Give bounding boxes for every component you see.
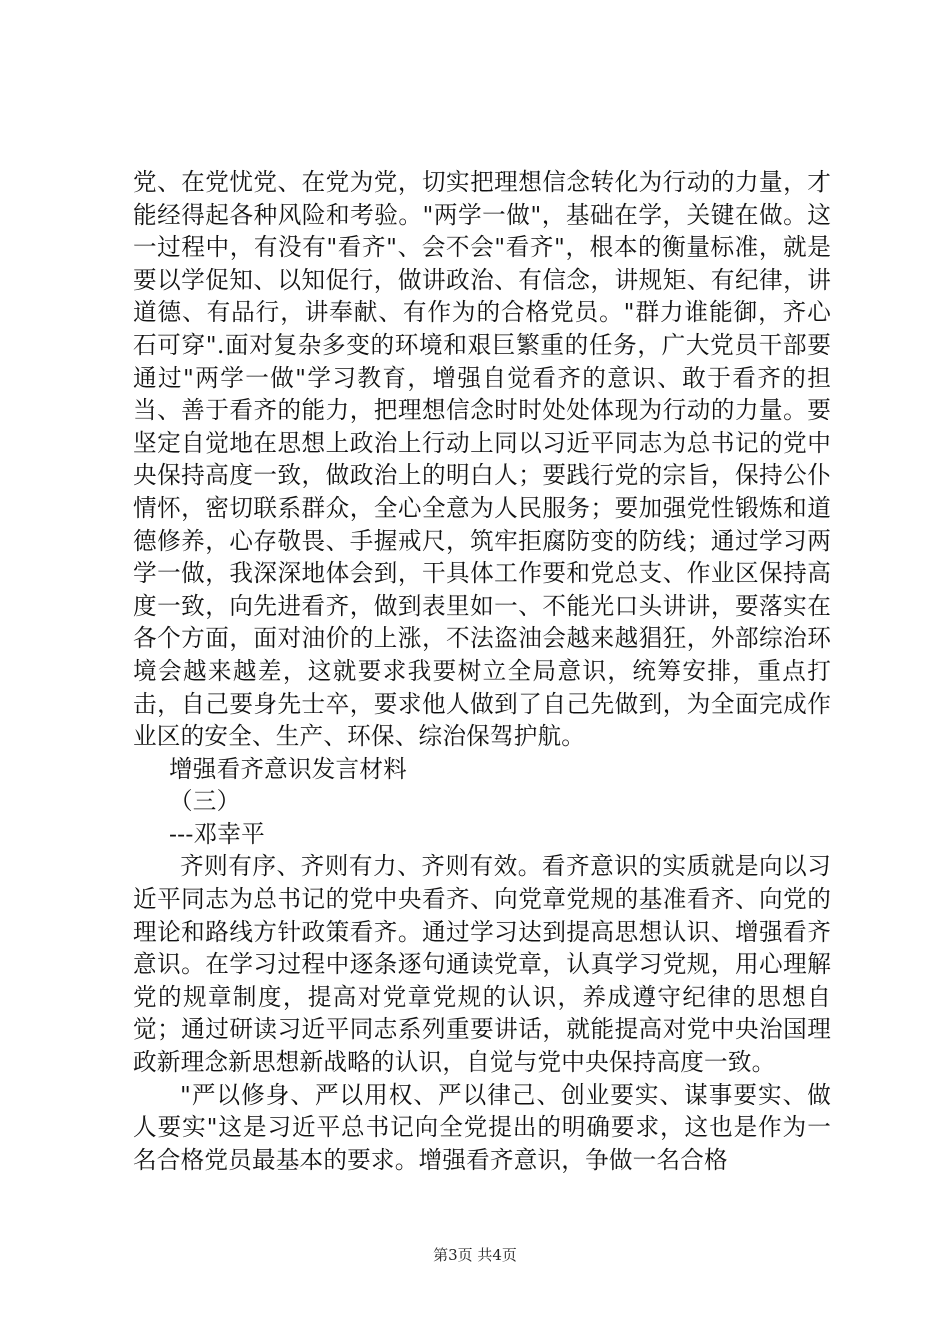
author-line: ---邓幸平: [169, 819, 265, 848]
paragraph-2: 齐则有序、齐则有力、齐则有效。看齐意识的实质就是向以习近平同志为总书记的党中央看齐、向党章党规的基准看齐、向党的理论和路线方针政策看齐。通过学习达到提高思想认识、增强看齐意识。在学习过程中逐条逐句通读党章，认真学习党规，用心理解党的规章制度，提高对党章党规的认识，养成遵守纪律的思想自觉；通过研读习近平同志系列重要讲话，就能提高对党中央治国理政新理念新思想新战略的认识，自觉与党中央保持高度一致。: [133, 852, 831, 1077]
section-title: 增强看齐意识发言材料: [169, 754, 407, 783]
section-number: （三）: [169, 787, 241, 816]
document-body: [133, 166, 831, 1176]
paragraph-1: 党、在党忧党、在党为党，切实把理想信念转化为行动的力量，才能经得起各种风险和考验。"两学一做"，基础在学，关键在做。这一过程中，有没有"看齐"、会不会"看齐"，根本的衡量标准，就是要以学促知、以知促行，做讲政治、有信念，讲规矩、有纪律，讲道德、有品行，讲奉献、有作为的合格党员。"群力谁能御，齐心石可穿".面对复杂多变的环境和艰巨繁重的任务，广大党员干部要通过"两学一做"学习教育，增强自觉看齐的意识、敢于看齐的担当、善于看齐的能力，把理想信念时时处处体现为行动的力量。要坚定自觉地在思想上政治上行动上同以习近平同志为总书记的党中央保持高度一致，做政治上的明白人；要践行党的宗旨，保持公仆情怀，密切联系群众，全心全意为人民服务；要加强党性锻炼和道德修养，心存敬畏、手握戒尺，筑牢拒腐防变的防线；通过学习两学一做，我深深地体会到，干具体工作要和党总支、作业区保持高度一致，向先进看齐，做到表里如一、不能光口头讲讲，要落实在各个方面，面对油价的上涨，不法盗油会越来越猖狂，外部综治环境会越来越差，这就要求我要树立全局意识，统筹安排，重点打击，自己要身先士卒，要求他人做到了自己先做到，为全面完成作业区的安全、生产、环保、综治保驾护航。: [133, 168, 831, 751]
page-footer: 第3页 共4页: [433, 1246, 517, 1264]
paragraph-3: "严以修身、严以用权、严以律己、创业要实、谋事要实、做人要实"这是习近平总书记向全党提出的明确要求，这也是作为一名合格党员最基本的要求。增强看齐意识，争做一名合格: [133, 1080, 831, 1174]
